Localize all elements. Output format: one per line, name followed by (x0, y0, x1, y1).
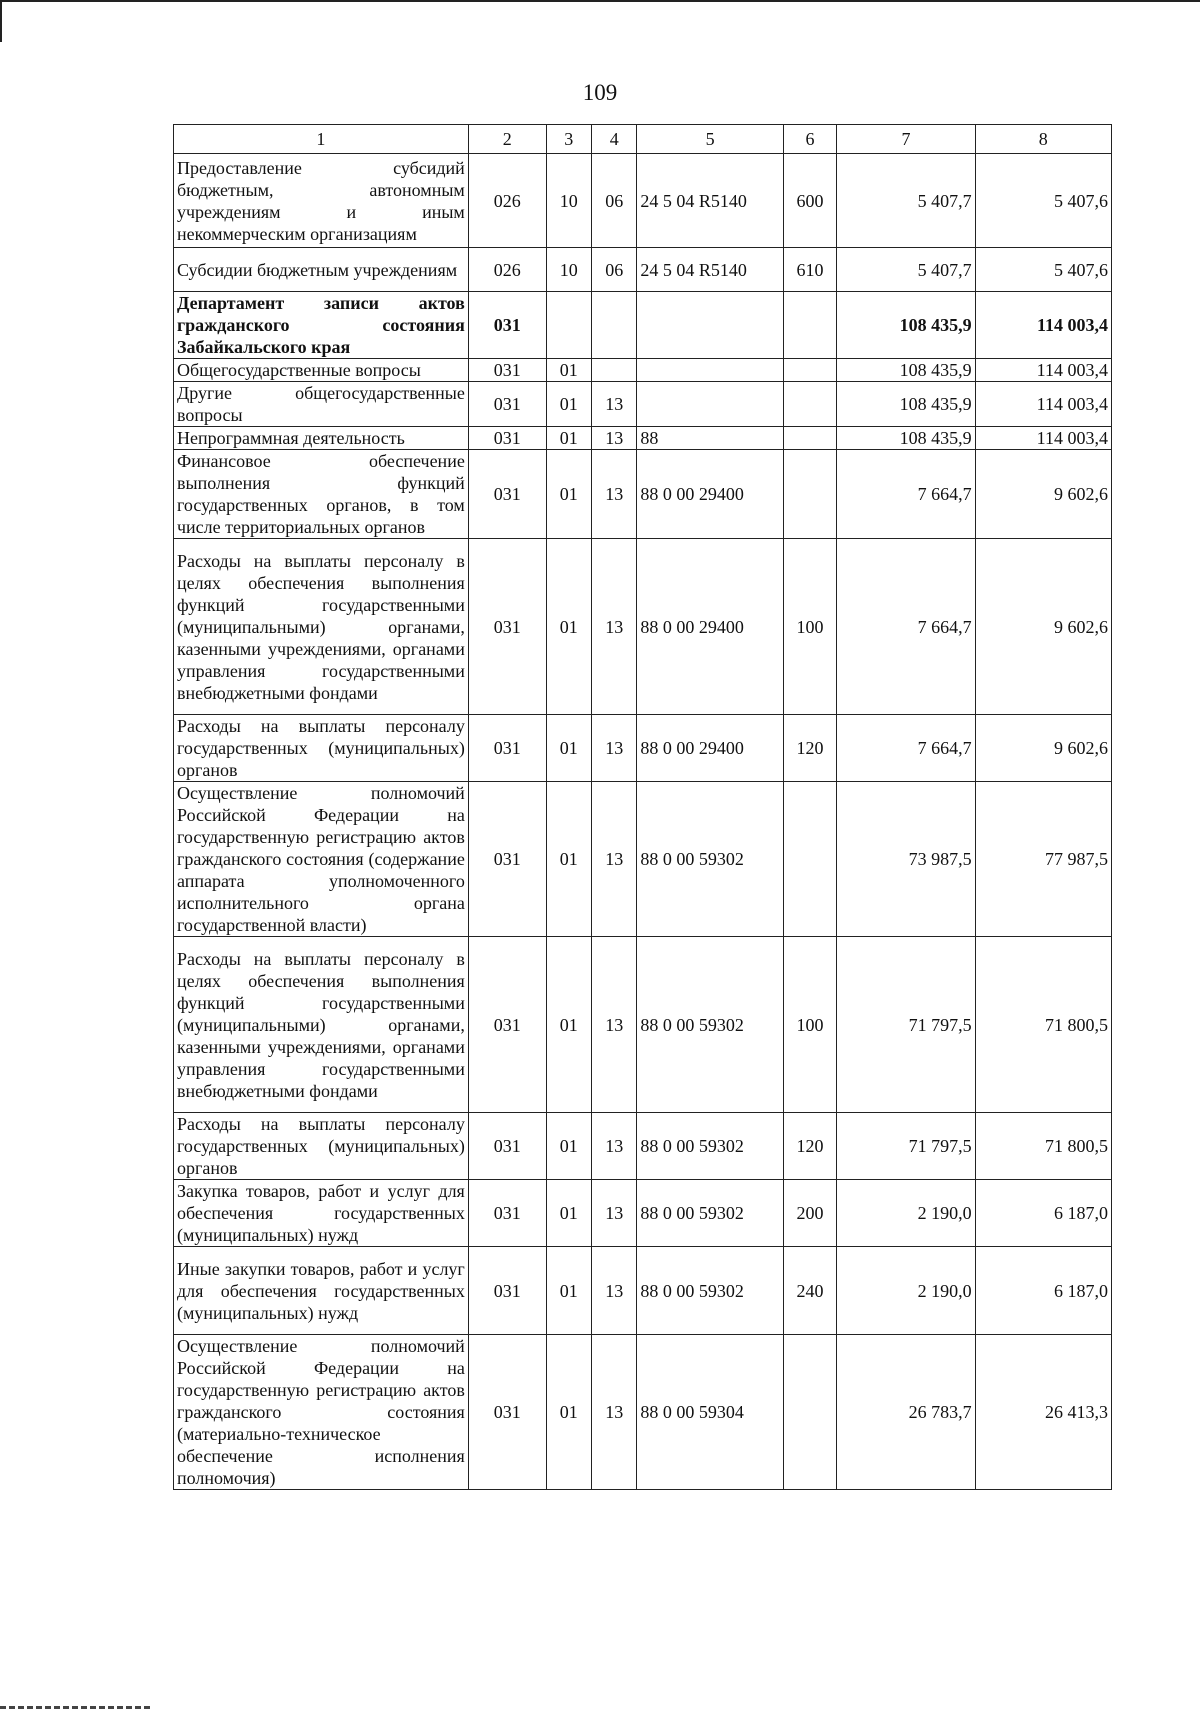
cell-expense-type (783, 427, 837, 450)
cell-amount-year-1: 73 987,5 (837, 782, 975, 937)
table-row (174, 427, 1112, 450)
header-row (174, 125, 1112, 154)
cell-amount-year-1: 7 664,7 (837, 715, 975, 782)
cell-target-article: 24 5 04 R5140 (637, 248, 783, 292)
cell-expense-type (783, 292, 837, 359)
cell-section: 10 (546, 248, 591, 292)
row-description: Субсидии бюджетным учреждениям (174, 248, 469, 292)
cell-amount-year-1: 108 435,9 (837, 427, 975, 450)
row-description: Другие общегосударственные вопросы (174, 382, 469, 427)
cell-amount-year-1: 108 435,9 (837, 292, 975, 359)
cell-amount-year-1: 7 664,7 (837, 450, 975, 539)
cell-ministry-code: 031 (468, 427, 546, 450)
row-description: Непрограммная деятельность (174, 427, 469, 450)
cell-subsection: 13 (591, 937, 636, 1113)
cell-ministry-code: 026 (468, 248, 546, 292)
scan-border-left (0, 0, 2, 42)
cell-section: 01 (546, 359, 591, 382)
cell-amount-year-1: 108 435,9 (837, 359, 975, 382)
cell-amount-year-2: 6 187,0 (975, 1180, 1111, 1247)
cell-amount-year-2: 5 407,6 (975, 248, 1111, 292)
cell-expense-type: 240 (783, 1247, 837, 1335)
cell-section: 10 (546, 154, 591, 248)
cell-expense-type (783, 1335, 837, 1490)
budget-table (173, 124, 1112, 1490)
column-header: 3 (546, 125, 591, 154)
cell-amount-year-1: 108 435,9 (837, 382, 975, 427)
cell-expense-type: 600 (783, 154, 837, 248)
row-description: Предоставление субсидий бюджетным, автономным учреждениям и иным некоммерческим организациям (174, 154, 469, 248)
cell-section: 01 (546, 715, 591, 782)
cell-subsection: 13 (591, 1180, 636, 1247)
cell-ministry-code: 031 (468, 359, 546, 382)
cell-amount-year-2: 77 987,5 (975, 782, 1111, 937)
table-row (174, 1113, 1112, 1180)
table-row (174, 450, 1112, 539)
cell-section: 01 (546, 539, 591, 715)
cell-section: 01 (546, 450, 591, 539)
row-description: Осуществление полномочий Российской Федерации на государственную регистрацию актов гражданского состояния (материально-техническое обеспечение исполнения полномочия) (174, 1335, 469, 1490)
page-number: 109 (582, 80, 618, 105)
cell-target-article (637, 292, 783, 359)
cell-ministry-code: 031 (468, 382, 546, 427)
cell-subsection: 13 (591, 715, 636, 782)
cell-amount-year-2: 114 003,4 (975, 427, 1111, 450)
cell-amount-year-1: 71 797,5 (837, 1113, 975, 1180)
row-description: Закупка товаров, работ и услуг для обеспечения государственных (муниципальных) нужд (174, 1180, 469, 1247)
cell-expense-type: 610 (783, 248, 837, 292)
cell-amount-year-2: 9 602,6 (975, 539, 1111, 715)
cell-target-article: 88 0 00 29400 (637, 715, 783, 782)
cell-amount-year-1: 71 797,5 (837, 937, 975, 1113)
cell-subsection: 13 (591, 1335, 636, 1490)
cell-expense-type: 200 (783, 1180, 837, 1247)
cell-amount-year-1: 5 407,7 (837, 154, 975, 248)
cell-amount-year-2: 9 602,6 (975, 715, 1111, 782)
cell-section: 01 (546, 1180, 591, 1247)
scan-artifact (0, 1706, 150, 1709)
cell-subsection (591, 359, 636, 382)
cell-section: 01 (546, 1113, 591, 1180)
table-row (174, 1180, 1112, 1247)
cell-subsection: 13 (591, 539, 636, 715)
cell-amount-year-2: 5 407,6 (975, 154, 1111, 248)
cell-ministry-code: 031 (468, 450, 546, 539)
cell-target-article: 88 0 00 29400 (637, 450, 783, 539)
cell-target-article (637, 359, 783, 382)
table-row (174, 937, 1112, 1113)
cell-subsection: 06 (591, 248, 636, 292)
cell-ministry-code: 026 (468, 154, 546, 248)
column-header: 2 (468, 125, 546, 154)
row-description: Департамент записи актов гражданского состояния Забайкальского края (174, 292, 469, 359)
column-header: 5 (637, 125, 783, 154)
cell-amount-year-2: 114 003,4 (975, 359, 1111, 382)
cell-expense-type: 120 (783, 715, 837, 782)
cell-ministry-code: 031 (468, 292, 546, 359)
cell-amount-year-2: 71 800,5 (975, 1113, 1111, 1180)
cell-amount-year-2: 114 003,4 (975, 382, 1111, 427)
table-row (174, 539, 1112, 715)
cell-ministry-code: 031 (468, 1113, 546, 1180)
table-row (174, 382, 1112, 427)
cell-subsection: 06 (591, 154, 636, 248)
cell-subsection (591, 292, 636, 359)
table-row (174, 1335, 1112, 1490)
cell-ministry-code: 031 (468, 1180, 546, 1247)
row-description: Расходы на выплаты персоналу государственных (муниципальных) органов (174, 715, 469, 782)
cell-section: 01 (546, 782, 591, 937)
cell-subsection: 13 (591, 782, 636, 937)
cell-expense-type: 100 (783, 937, 837, 1113)
row-description: Расходы на выплаты персоналу государственных (муниципальных) органов (174, 1113, 469, 1180)
cell-target-article: 88 0 00 59302 (637, 1247, 783, 1335)
table-row (174, 359, 1112, 382)
table-row (174, 782, 1112, 937)
cell-ministry-code: 031 (468, 1247, 546, 1335)
cell-subsection: 13 (591, 1247, 636, 1335)
row-description: Осуществление полномочий Российской Федерации на государственную регистрацию актов гражданского состояния (содержание аппарата уполномоченного исполнительного органа государственной власти) (174, 782, 469, 937)
cell-amount-year-1: 2 190,0 (837, 1247, 975, 1335)
cell-amount-year-1: 2 190,0 (837, 1180, 975, 1247)
cell-subsection: 13 (591, 427, 636, 450)
cell-subsection: 13 (591, 382, 636, 427)
table-row (174, 292, 1112, 359)
cell-ministry-code: 031 (468, 539, 546, 715)
scan-border-top (0, 0, 1200, 2)
row-description: Расходы на выплаты персоналу в целях обеспечения выполнения функций государственными (муниципальными) органами, казенными учреждениями, органами управления государственными внебюджетными фондами (174, 539, 469, 715)
cell-target-article: 88 0 00 59304 (637, 1335, 783, 1490)
cell-target-article: 88 0 00 59302 (637, 937, 783, 1113)
column-header: 4 (591, 125, 636, 154)
table-row (174, 1247, 1112, 1335)
column-header: 7 (837, 125, 975, 154)
cell-section (546, 292, 591, 359)
cell-amount-year-2: 9 602,6 (975, 450, 1111, 539)
row-description: Финансовое обеспечение выполнения функций государственных органов, в том числе территориальных органов (174, 450, 469, 539)
cell-ministry-code: 031 (468, 715, 546, 782)
cell-target-article: 88 0 00 29400 (637, 539, 783, 715)
row-description: Общегосударственные вопросы (174, 359, 469, 382)
cell-target-article: 88 0 00 59302 (637, 1113, 783, 1180)
cell-amount-year-1: 7 664,7 (837, 539, 975, 715)
cell-amount-year-2: 6 187,0 (975, 1247, 1111, 1335)
cell-amount-year-2: 26 413,3 (975, 1335, 1111, 1490)
cell-target-article: 88 (637, 427, 783, 450)
column-header: 6 (783, 125, 837, 154)
cell-section: 01 (546, 427, 591, 450)
cell-amount-year-2: 114 003,4 (975, 292, 1111, 359)
cell-ministry-code: 031 (468, 1335, 546, 1490)
row-description: Иные закупки товаров, работ и услуг для обеспечения государственных (муниципальных) нужд (174, 1247, 469, 1335)
cell-expense-type: 100 (783, 539, 837, 715)
column-header: 1 (174, 125, 469, 154)
cell-section: 01 (546, 1335, 591, 1490)
column-header: 8 (975, 125, 1111, 154)
cell-expense-type (783, 782, 837, 937)
cell-expense-type: 120 (783, 1113, 837, 1180)
cell-target-article (637, 382, 783, 427)
row-description: Расходы на выплаты персоналу в целях обеспечения выполнения функций государственными (муниципальными) органами, казенными учреждениями, органами управления государственными внебюджетными фондами (174, 937, 469, 1113)
table-row (174, 248, 1112, 292)
table-row (174, 715, 1112, 782)
cell-target-article: 88 0 00 59302 (637, 782, 783, 937)
table-row (174, 154, 1112, 248)
cell-ministry-code: 031 (468, 782, 546, 937)
cell-target-article: 88 0 00 59302 (637, 1180, 783, 1247)
cell-expense-type (783, 382, 837, 427)
cell-target-article: 24 5 04 R5140 (637, 154, 783, 248)
cell-section: 01 (546, 1247, 591, 1335)
cell-expense-type (783, 359, 837, 382)
cell-ministry-code: 031 (468, 937, 546, 1113)
cell-subsection: 13 (591, 1113, 636, 1180)
cell-subsection: 13 (591, 450, 636, 539)
cell-section: 01 (546, 382, 591, 427)
cell-expense-type (783, 450, 837, 539)
cell-amount-year-1: 26 783,7 (837, 1335, 975, 1490)
cell-amount-year-2: 71 800,5 (975, 937, 1111, 1113)
cell-section: 01 (546, 937, 591, 1113)
table-body (174, 154, 1112, 1490)
cell-amount-year-1: 5 407,7 (837, 248, 975, 292)
